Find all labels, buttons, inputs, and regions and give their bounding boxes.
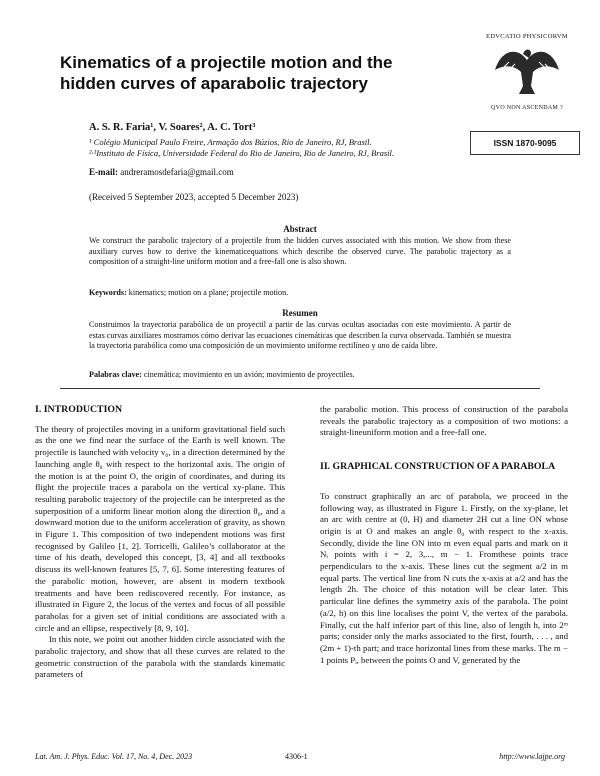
journal-logo bbox=[468, 33, 586, 111]
section-1-paragraph-1: The theory of projectiles moving in a uniform gravitational field such as the one we find near the surface of the Earth is well known. The projectile is launched with velocity v₀, in a direction determined by the launching angle θ₀ with respect to the horizontal axis. The origin of the motion is at the point O, the origin of coordinates, and during its flight the projectile traces a parabola on the vertical xy-plane. This resulting parabolic trajectory of the projectile can be interpreted as the superposition of a uniform linear motion along the direction θ₀, and a downward motion due to the uniform acceleration of gravity, as shown in Figure 1. This composition of two independent motions was first recognised by Galileo [1, 2]. Torricelli, Galileo’s collaborator at the time of his death, developed this concept, [3, 4] and all textbooks discuss its well-known features [5, 7, 6]. Some interesting features of the parabolic motion, however, are absent in modern textbook treatments and have been rediscovered recently. For instance, as illustrated in Figure 2, the locus of the vertex and focus of all possible parabolas for a given set of initial conditions are associated with a circle and an ellipse, respectively [8, 9, 10]. bbox=[35, 423, 285, 633]
issn-box: ISSN 1870-9095 bbox=[470, 131, 580, 155]
logo-bottom-text: QVO NON ASCENDAM ? bbox=[491, 105, 563, 111]
palabras-clave bbox=[89, 370, 355, 379]
page-footer bbox=[35, 752, 565, 761]
eagle-emblem-icon bbox=[487, 40, 567, 98]
palabras-clave-text: cinemática; movimiento en un avión; movimiento de proyectiles. bbox=[143, 370, 355, 379]
authors: A. S. R. Faria¹, V. Soares², A. C. Tort³ bbox=[89, 122, 256, 133]
section-2-heading: II. GRAPHICAL CONSTRUCTION OF A PARABOLA bbox=[320, 461, 556, 473]
right-column bbox=[320, 404, 568, 666]
keywords-label: Keywords: bbox=[89, 288, 127, 297]
affiliation-2: ²·³Instituto de Física, Universidade Federal do Rio de Janeiro, Rio de Janeiro, RJ, Brasil. bbox=[89, 148, 394, 158]
email-address[interactable]: andreramosdefaria@gmail.com bbox=[120, 167, 234, 177]
palabras-clave-label: Palabras clave: bbox=[89, 370, 142, 379]
footer-citation: Lat. Am. J. Phys. Educ. Vol. 17, No. 4, Dec. 2023 bbox=[35, 752, 193, 761]
section-1-heading: I. INTRODUCTION bbox=[35, 404, 123, 415]
affiliation-1: ¹ Colégio Municipal Paulo Freire, Armação dos Búzios, Rio de Janeiro, RJ, Brasil. bbox=[89, 137, 372, 147]
received-dates: (Received 5 September 2023, accepted 5 December 2023) bbox=[89, 192, 299, 202]
email-label: E-mail: bbox=[89, 167, 118, 177]
keywords-text: kinematics; motion on a plane; projectile motion. bbox=[128, 288, 289, 297]
footer-url[interactable]: http://www.lajpe.org bbox=[499, 752, 565, 761]
abstract-text: We construct the parabolic trajectory of a projectile from the hidden curves associated with this motion. We show from these auxiliary curves how to derive the kinematicequations which describe the observed curve. The parabolic trajectory as a composition of a straight-line uniform motion and a free-fall one is also shown. bbox=[89, 236, 511, 266]
section-1-continuation: the parabolic motion. This process of construction of the parabola reveals the parabolic trajectory as a composition of two motions: a straight-lineuniform motion and a free-fall one. bbox=[320, 404, 568, 438]
header-divider bbox=[60, 388, 540, 389]
keywords bbox=[89, 288, 288, 297]
abstract-heading: Abstract bbox=[283, 224, 317, 234]
left-column bbox=[35, 404, 285, 681]
footer-page-number: 4306-1 bbox=[285, 752, 308, 761]
resumen-text: Construimos la trayectoria parabólica de un proyectil a partir de las curvas ocultas asociadas con este movimiento. A partir de estas curvas auxiliares mostramos cómo derivar las ecuaciones cinemáticas que describen la curva observada. También se muestra la trayectoria parabólica como una composición de un movimiento uniforme rectilíneo y uno de caída libre. bbox=[89, 320, 511, 350]
email-line bbox=[89, 167, 234, 177]
resumen-heading: Resumen bbox=[282, 308, 318, 318]
logo-top-text: EDVCATIO PHYSICORVM bbox=[486, 33, 568, 40]
section-2-paragraph-1: To construct graphically an arc of parabola, we proceed in the following way, as illustrated in Figure 1. Firstly, on the xy-plane, let an arc with centre at (0, H) and diameter 2H cut a line ON whose origin is at O and makes an angle θ₀ with respect to the x-axis. Secondly, divide the line ON into m even equal parts and mark on it Nᵢ points with i = 2, 3,..., m − 1. Fromthese points trace perpendiculars to the x-axis. These lines cut the segment a/2 in m equal parts. The vertical line from N cuts the x-axis at a/2 and has the length 2h. The choice of this notation will be clear later. This particular line defines the symmetry axis of the parabola. The point (a/2, h) on this line localises the point V, the vertex of the parabola. Finally, cut the half inferior part of this line, also of length h, into 2ᵐ parts; consider only the marks associated to the first, fourth, . . . , and (2m + 1)-th part; and trace horizontal lines from these marks. The m − 1 points Pᵢ, between the points O and V, generated by the bbox=[320, 490, 568, 665]
section-1-paragraph-2: In this note, we point out another hidden circle associated with the parabolic trajectory, and show that all these curves are related to the geometric construction of the parabola with the standards kinematic parameters of bbox=[35, 634, 285, 680]
paper-title: Kinematics of a projectile motion and the hidden curves of aparabolic trajectory bbox=[60, 53, 393, 93]
